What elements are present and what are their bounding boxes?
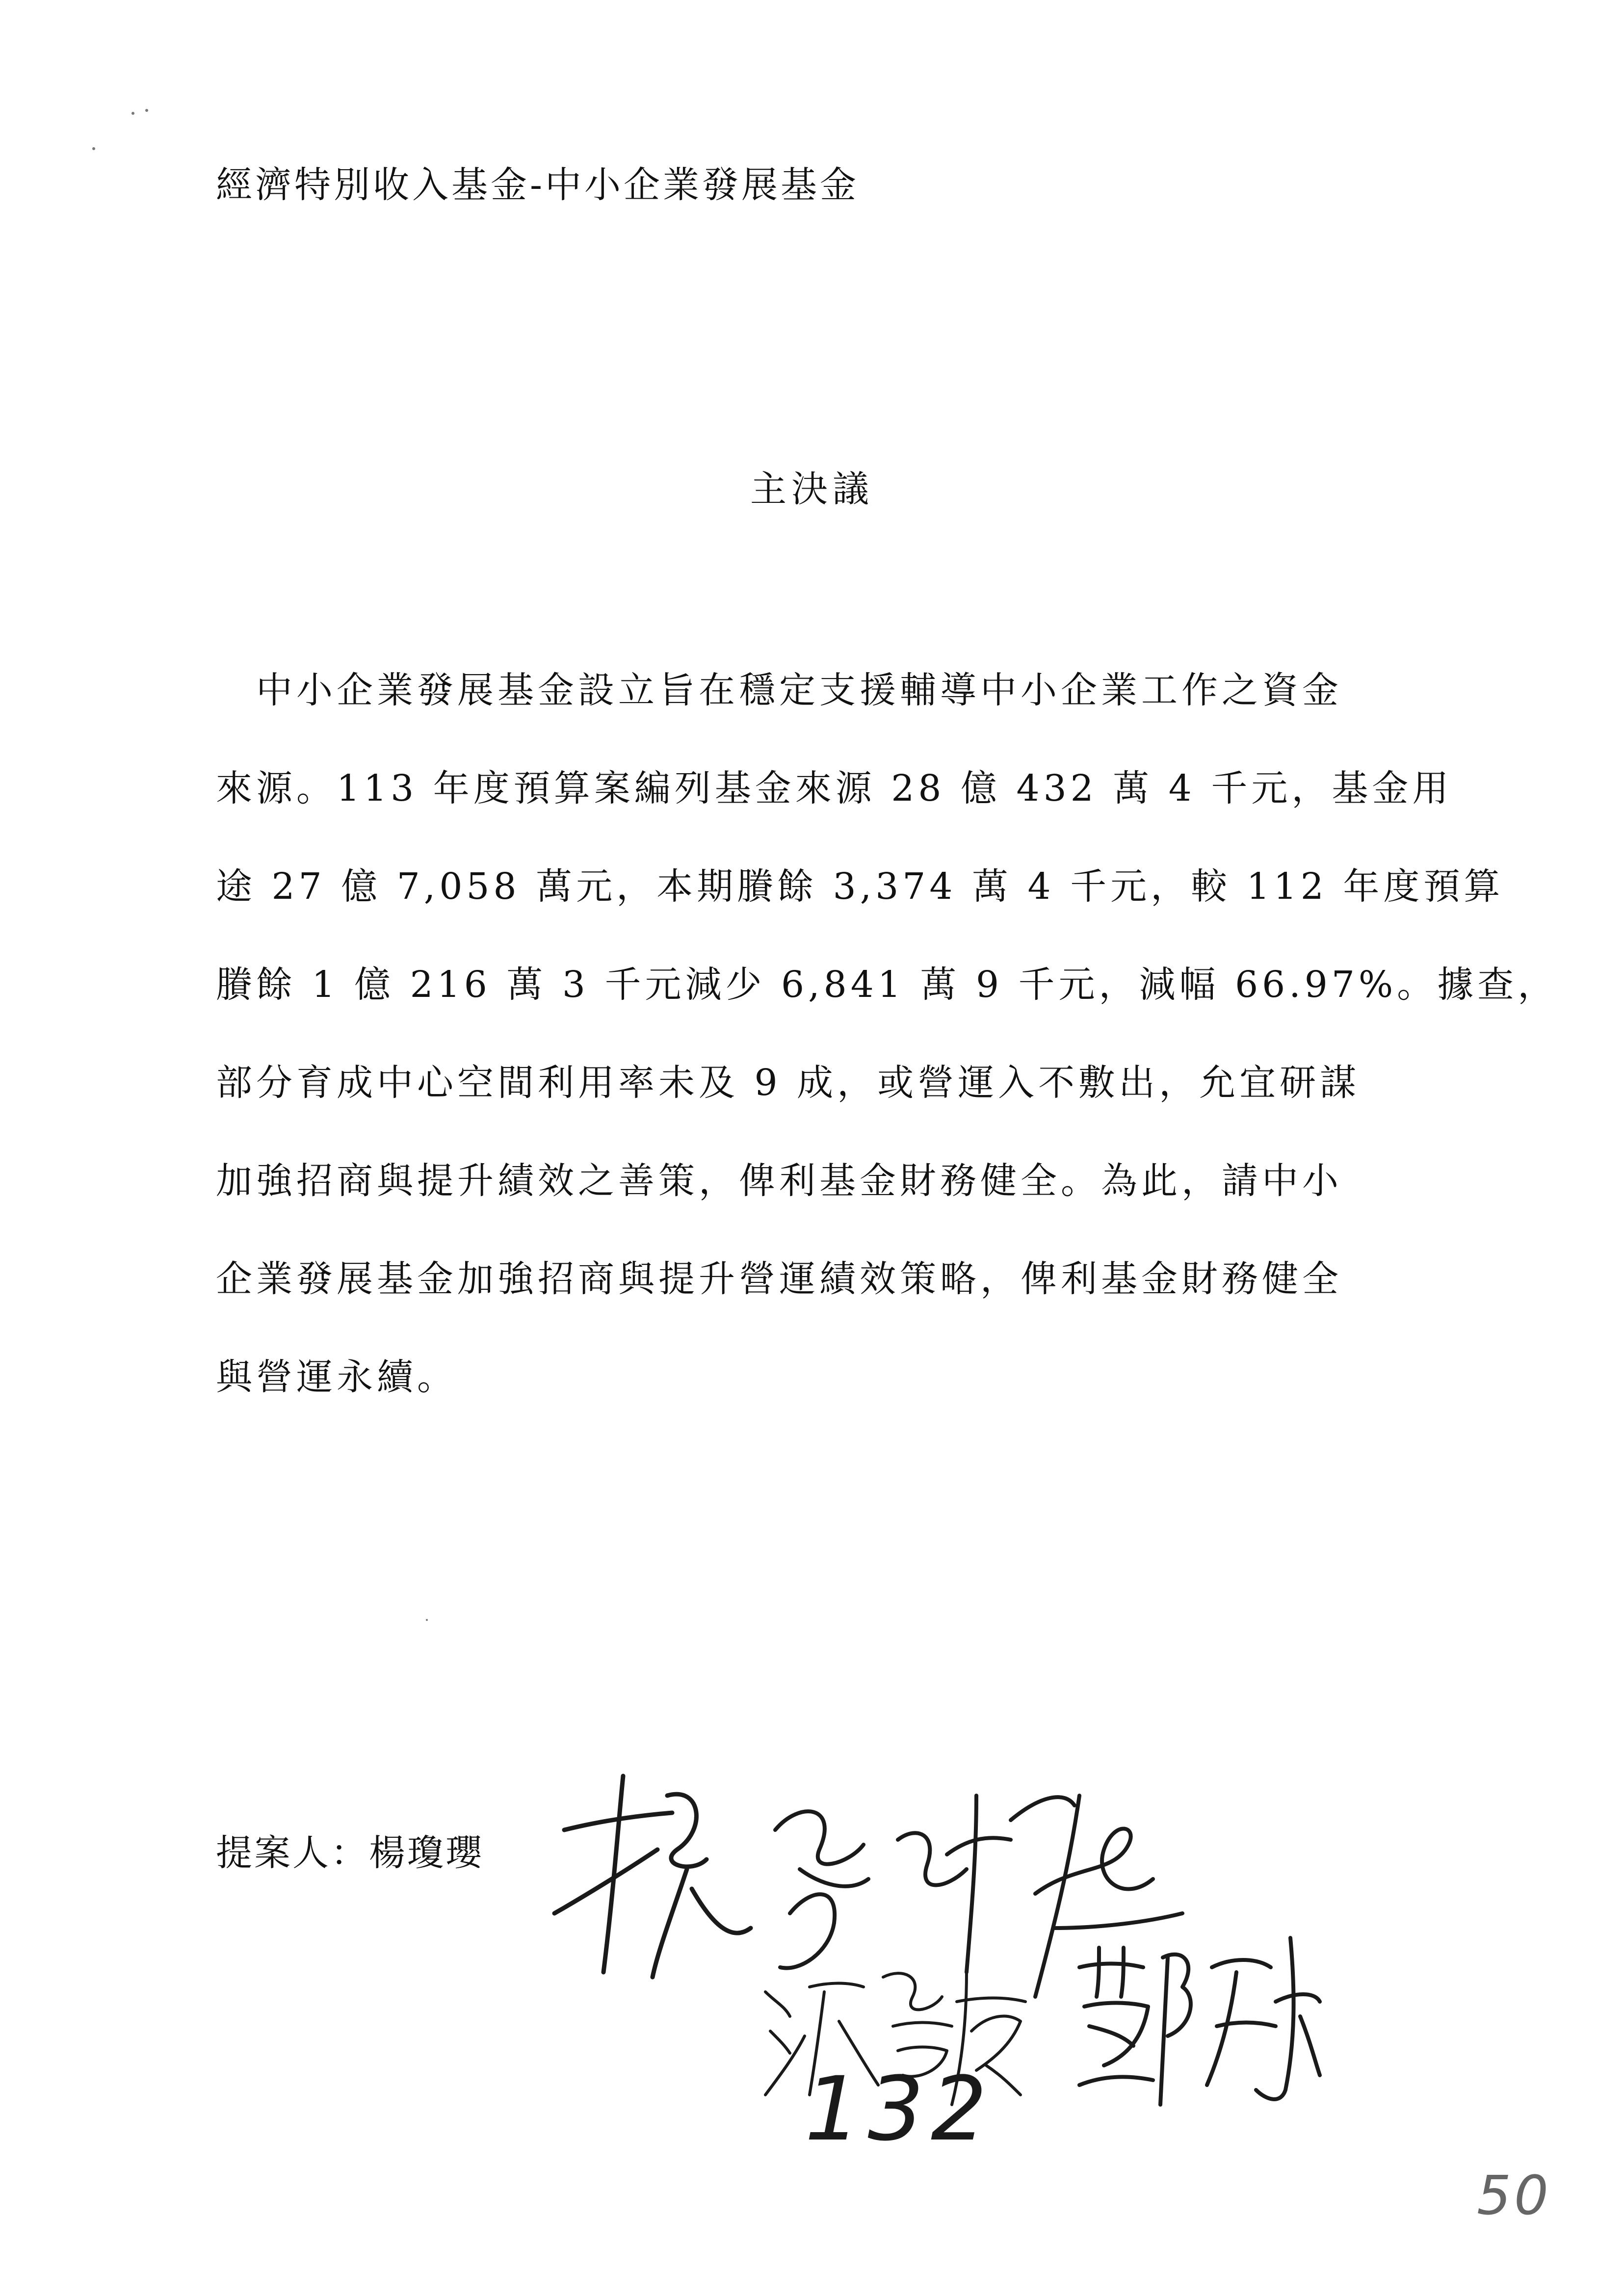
scan-speck <box>426 1619 428 1621</box>
body-line: 賸餘 1 億 216 萬 3 千元減少 6,841 萬 9 千元，減幅 66.97%。據查， <box>216 964 1558 1006</box>
body-line: 來源。113 年度預算案編列基金來源 28 億 432 萬 4 千元，基金用 <box>216 767 1453 809</box>
page-mark: 50 <box>1477 2164 1551 2227</box>
handwritten-number: 132 <box>805 2058 994 2161</box>
document-header-title: 經濟特別收入基金-中小企業發展基金 <box>216 164 860 206</box>
scan-speck <box>131 112 134 115</box>
body-line: 部分育成中心空間利用率未及 9 成，或營運入不敷出，允宜研謀 <box>216 1062 1361 1104</box>
body-line: 中小企業發展基金設立旨在穩定支援輔導中小企業工作之資金 <box>216 669 1342 711</box>
proposer-row <box>216 1832 484 1874</box>
body-line: 加強招商與提升績效之善策，俾利基金財務健全。為此，請中小 <box>216 1160 1342 1202</box>
proposer-name: 楊瓊瓔 <box>369 1832 484 1874</box>
resolution-title: 主決議 <box>750 468 874 510</box>
signature-3 <box>1070 1928 1325 2114</box>
body-line: 途 27 億 7,058 萬元，本期賸餘 3,374 萬 4 千元，較 112 年度預算 <box>216 865 1504 908</box>
scan-speck <box>145 109 148 112</box>
proposer-label: 提案人： <box>216 1832 369 1874</box>
body-line: 企業發展基金加強招商與提升營運績效策略，俾利基金財務健全 <box>216 1258 1342 1300</box>
scan-speck <box>92 147 95 150</box>
body-line: 與營運永續。 <box>216 1356 457 1398</box>
